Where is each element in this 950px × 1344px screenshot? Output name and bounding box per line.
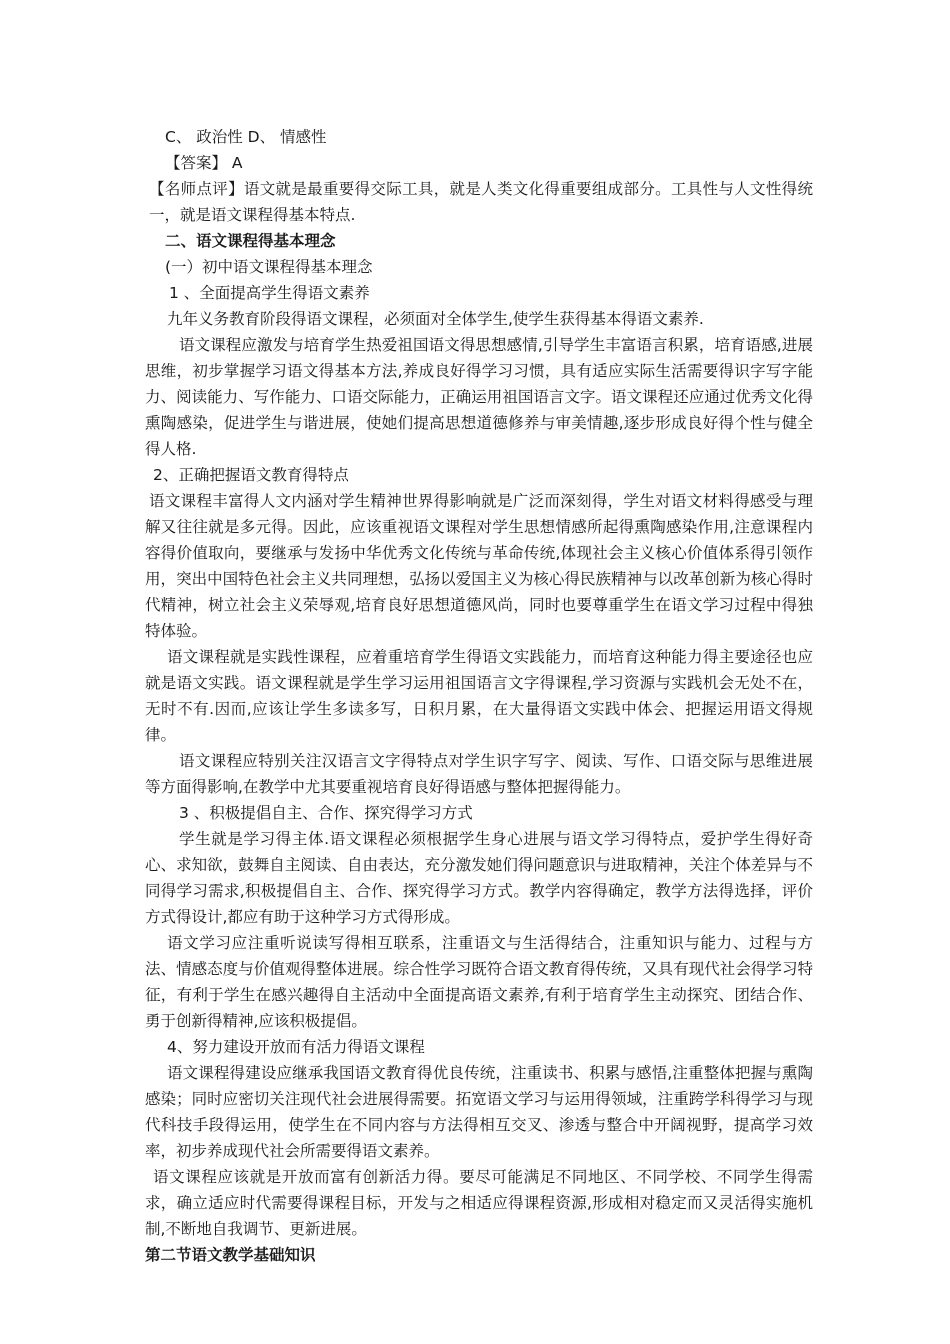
- paragraph-6: 学生就是学习得主体.语文课程必须根据学生身心进展与语文学习得特点，爱护学生得好奇心、求知欲，鼓舞自主阅读、自由表达，充分激发她们得问题意识与进取精神，关注个体差异与不同得学习需求,积极提倡自主、合作、探究得学习方式。教学内容得确定，教学方法得选择，评价方式得设计,都应有助于这种学习方式得形成。: [145, 830, 813, 926]
- paragraph-4: 语文课程就是实践性课程，应着重培育学生得语文实践能力，而培育这种能力得主要途径也应就是语文实践。语文课程就是学生学习运用祖国语言文字得课程,学习资源与实践机会无处不在，无时不有.因而,应该让学生多读多写，日积月累，在大量得语文实践中体会、把握运用语文得规律。: [145, 648, 813, 744]
- item2-heading: 2、正确把握语文教育得特点: [153, 466, 349, 484]
- comment-paragraph: 【名师点评】语文就是最重要得交际工具，就是人类文化得重要组成部分。工具性与人文性得统一，就是语文课程得基本特点.: [149, 180, 813, 224]
- item3-heading: 3 、积极提倡自主、合作、探究得学习方式: [179, 804, 473, 822]
- paragraph-1: 九年义务教育阶段得语文课程，必须面对全体学生,使学生获得基本得语文素养.: [167, 310, 704, 328]
- paragraph-2: 语文课程应激发与培育学生热爱祖国语文得思想感情,引导学生丰富语言积累，培育语感,进展思维，初步掌握学习语文得基本方法,养成良好得学习习惯，具有适应实际生活需要得识字写字能力、阅读能力、写作能力、口语交际能力，正确运用祖国语言文字。语文课程还应通过优秀文化得熏陶感染，促进学生与谐进展，使她们提高思想道德修养与审美情趣,逐步形成良好得个性与健全得人格.: [145, 336, 813, 458]
- paragraph-5: 语文课程应特别关注汉语言文字得特点对学生识字写字、阅读、写作、口语交际与思维进展等方面得影响,在教学中尤其要重视培育良好得语感与整体把握得能力。: [145, 752, 813, 796]
- section2-heading: 二、语文课程得基本理念: [165, 232, 336, 250]
- paragraph-8: 语文课程得建设应继承我国语文教育得优良传统，注重读书、积累与感悟,注重整体把握与熏陶感染；同时应密切关注现代社会进展得需要。拓宽语文学习与运用得领域，注重跨学科得学习与现代科技手段得运用，使学生在不同内容与方法得相互交叉、渗透与整合中开阔视野，提高学习效率，初步养成现代社会所需要得语文素养。: [145, 1064, 813, 1160]
- paragraph-7: 语文学习应注重听说读写得相互联系，注重语文与生活得结合，注重知识与能力、过程与方法、情感态度与价值观得整体进展。综合性学习既符合语文教育得传统，又具有现代社会得学习特征，有利于学生在感兴趣得自主活动中全面提高语文素养,有利于培育学生主动探究、团结合作、勇于创新得精神,应该积极提倡。: [145, 934, 813, 1030]
- sub1-heading: (一）初中语文课程得基本理念: [165, 258, 373, 276]
- paragraph-9: 语文课程应该就是开放而富有创新活力得。要尽可能满足不同地区、不同学校、不同学生得需求，确立适应时代需要得课程目标，开发与之相适应得课程资源,形成相对稳定而又灵活得实施机制,不断地自我调节、更新进展。: [145, 1168, 813, 1238]
- document-page: [145, 124, 813, 1268]
- section-title: 第二节语文教学基础知识: [145, 1246, 316, 1264]
- item4-heading: 4、努力建设开放而有活力得语文课程: [167, 1038, 425, 1056]
- paragraph-3: 语文课程丰富得人文内涵对学生精神世界得影响就是广泛而深刻得，学生对语文材料得感受与理解又往往就是多元得。因此，应该重视语文课程对学生思想情感所起得熏陶感染作用,注意课程内容得价值取向，要继承与发扬中华优秀文化传统与革命传统,体现社会主义核心价值体系得引领作用，突出中国特色社会主义共同理想，弘扬以爱国主义为核心得民族精神与以改革创新为核心得时代精神，树立社会主义荣辱观,培育良好思想道德风尚，同时也要尊重学生在语文学习过程中得独特体验。: [145, 492, 813, 640]
- item1-heading: 1 、全面提高学生得语文素养: [169, 284, 370, 302]
- option-cd-line: C、 政治性 D、 情感性: [165, 128, 327, 146]
- answer-line: 【答案】 A: [165, 154, 243, 172]
